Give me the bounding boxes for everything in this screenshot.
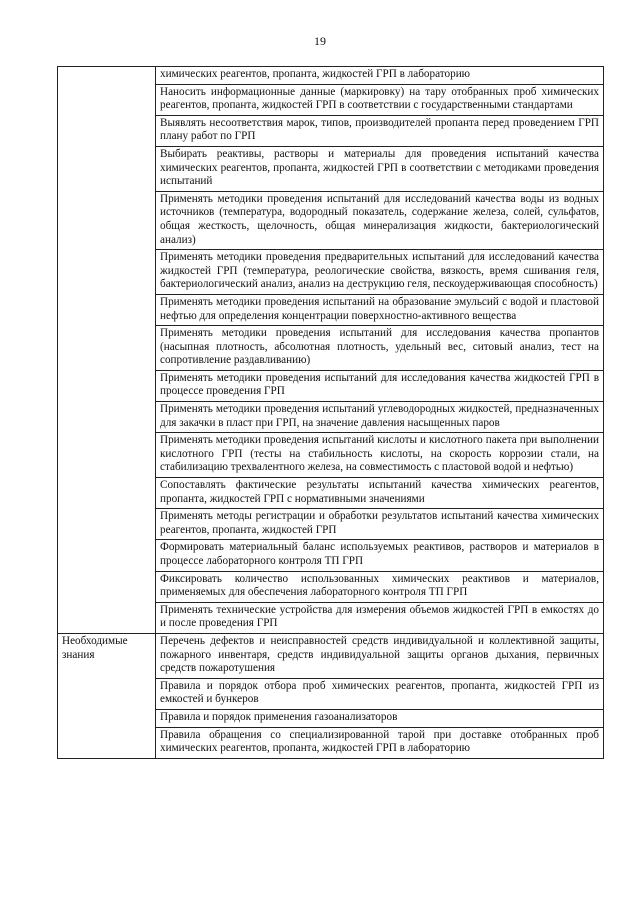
table-row [58, 67, 604, 85]
skill-cell: Наносить информационные данные (маркировку) на тару отобранных проб химических реагентов, пропанта, жидкостей ГРП в соответствии с государственными стандартами [156, 84, 604, 115]
skill-cell: Сопоставлять фактические результаты испытаний качества химических реагентов, пропанта, жидкостей ГРП с нормативными значениями [156, 478, 604, 509]
skill-cell: Применять технические устройства для измерения объемов жидкостей ГРП в емкостях до и после проведения ГРП [156, 602, 604, 633]
skill-cell: Применять методики проведения испытаний на образование эмульсий с водой и пластовой нефтью для определения концентрации поверхностно-активного вещества [156, 294, 604, 325]
competency-table [57, 66, 604, 759]
skill-cell: Применять методы регистрации и обработки результатов испытаний качества химических реагентов, пропанта, жидкостей ГРП [156, 509, 604, 540]
knowledge-cell: Правила обращения со специализированной тарой при доставке отобранных проб химических реагентов, пропанта, жидкостей ГРП в лабораторию [156, 727, 604, 758]
empty-label-cell [58, 67, 156, 634]
skill-cell: Фиксировать количество использованных химических реактивов и материалов, применяемых для обеспечения лабораторного контроля ТП ГРП [156, 571, 604, 602]
skill-cell: Выявлять несоответствия марок, типов, производителей пропанта перед проведением ГРП плану работ по ГРП [156, 115, 604, 146]
skill-cell: Применять методики проведения испытаний углеводородных жидкостей, предназначенных для закачки в пласт при ГРП, на значение давления насыщенных паров [156, 402, 604, 433]
skill-cell: Применять методики проведения предварительных испытаний для исследований качества жидкостей ГРП (температура, реологические свойства, вязкость, время сшивания геля, бактериологический анализ, анализ на деструкцию геля, пескоудерживающая способность) [156, 250, 604, 295]
section-label-knowledge: Необходимые знания [58, 633, 156, 758]
skill-cell: Применять методики проведения испытаний кислоты и кислотного пакета при выполнении кислотного ГРП (тесты на стабильность кислоты, на скорость коррозии стали, на стабилизацию трехвалентного железа, на совместимость с пластовой водой и нефтью) [156, 433, 604, 478]
knowledge-cell: Правила и порядок применения газоанализаторов [156, 709, 604, 727]
table-row [58, 633, 604, 678]
skill-cell: Применять методики проведения испытаний для исследований качества воды из водных источников (температура, водородный показатель, содержание железа, солей, сульфатов, общая жесткость, щелочность, общая минерализация жидкости, бактериологический анализ) [156, 191, 604, 249]
skill-cell: Формировать материальный баланс используемых реактивов, растворов и материалов в процессе лабораторного контроля ТП ГРП [156, 540, 604, 571]
skill-cell: Применять методики проведения испытаний для исследования качества жидкостей ГРП в процессе проведения ГРП [156, 370, 604, 401]
knowledge-cell: Правила и порядок отбора проб химических реагентов, пропанта, жидкостей ГРП из емкостей и бункеров [156, 678, 604, 709]
page-number: 19 [314, 34, 326, 48]
skill-cell: Выбирать реактивы, растворы и материалы для проведения испытаний качества химических реагентов, пропанта, жидкостей ГРП в соответствии с методиками проведения испытаний [156, 146, 604, 191]
skill-cell: Применять методики проведения испытаний для исследования качества пропантов (насыпная плотность, абсолютная плотность, удельный вес, ситовый анализ, тест на сопротивление раздавливанию) [156, 326, 604, 371]
knowledge-cell: Перечень дефектов и неисправностей средств индивидуальной и коллективной защиты, пожарного инвентаря, средств индивидуальной защиты органов дыхания, первичных средств пожаротушения [156, 633, 604, 678]
skill-cell: химических реагентов, пропанта, жидкостей ГРП в лабораторию [156, 67, 604, 85]
